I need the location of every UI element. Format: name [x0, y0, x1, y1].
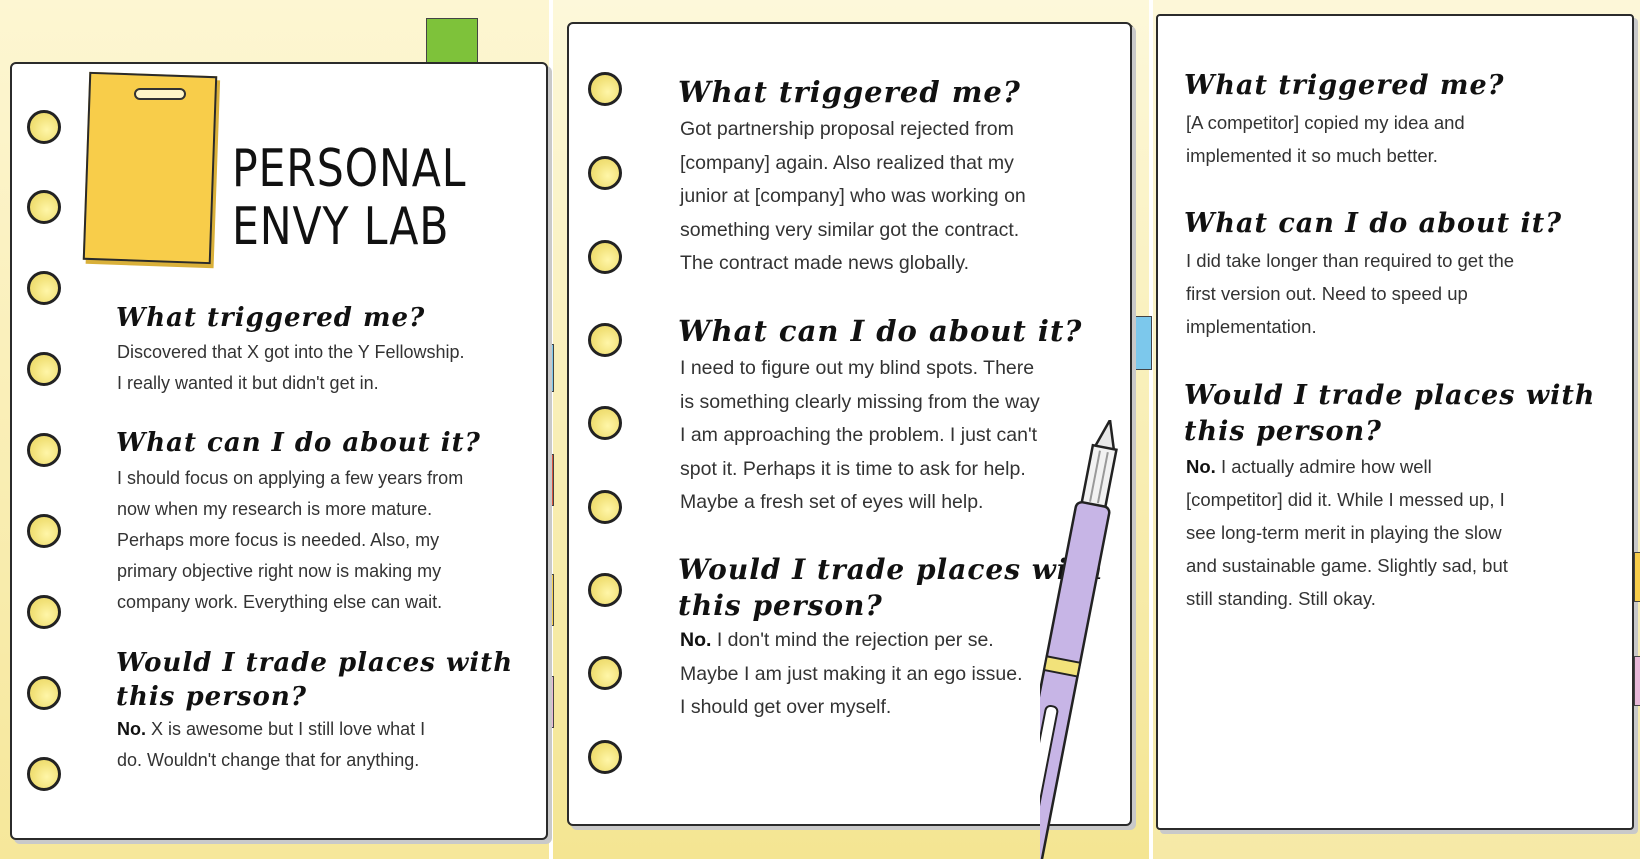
binder-ring	[27, 110, 61, 144]
sticky-note	[83, 72, 217, 264]
answer-line: junior at [company] who was working on	[680, 185, 1026, 207]
answer-triggered	[680, 113, 1026, 281]
binder-ring	[588, 156, 622, 190]
answer-line: first version out. Need to speed up	[1186, 283, 1468, 304]
question-line: this person?	[678, 589, 883, 622]
binder-ring	[588, 240, 622, 274]
answer-line: [company] again. Also realized that my	[680, 151, 1014, 174]
answer-line: something very similar got the contract.	[680, 218, 1020, 241]
answer-trade-places	[117, 714, 425, 776]
answer-verdict: No.	[680, 629, 712, 651]
answer-line: do. Wouldn't change that for anything.	[117, 750, 420, 770]
answer-line: [competitor] did it. While I messed up, I	[1186, 489, 1505, 510]
answer-line: implemented it so much better.	[1186, 145, 1438, 166]
pen-body	[1040, 501, 1110, 859]
answer-line: I should get over myself.	[680, 696, 892, 718]
green-tab	[426, 18, 478, 68]
question-trade-places	[116, 646, 513, 714]
answer-verdict: No.	[117, 719, 146, 739]
question-line: Would I trade places with	[1184, 380, 1596, 411]
binder-ring	[588, 490, 622, 524]
answer-line: [A competitor] copied my idea and	[1186, 112, 1465, 133]
panel-divider	[549, 0, 553, 859]
answer-line: Perhaps more focus is needed. Also, my	[117, 530, 440, 550]
answer-line: I should focus on applying a few years from	[117, 468, 464, 488]
answer-line: spot it. Perhaps it is time to ask for help.	[680, 457, 1026, 480]
pen-illustration	[1040, 420, 1150, 859]
answer-action	[117, 463, 463, 618]
answer-line: I am approaching the problem. I just can't	[680, 424, 1038, 446]
question-triggered: What triggered me?	[116, 303, 426, 333]
answer-action	[1186, 244, 1514, 343]
binder-ring	[588, 406, 622, 440]
answer-line: I need to figure out my blind spots. There	[680, 357, 1035, 379]
question-triggered: What triggered me?	[678, 75, 1021, 109]
answer-line: Maybe I am just making it an ego issue.	[680, 662, 1023, 685]
binder-ring	[27, 190, 61, 224]
answer-line: Maybe a fresh set of eyes will help.	[680, 491, 984, 513]
question-action: What can I do about it?	[116, 428, 481, 458]
answer-line: still standing. Still okay.	[1186, 588, 1376, 609]
answer-triggered	[1186, 106, 1465, 172]
binder-ring	[27, 676, 61, 710]
binder-ring	[588, 656, 622, 690]
answer-line: I did take longer than required to get the	[1186, 250, 1515, 271]
answer-line: Got partnership proposal rejected from	[680, 118, 1014, 140]
answer-triggered	[117, 337, 465, 399]
title-line-1: PERSONAL	[232, 139, 467, 199]
answer-trade-places	[680, 624, 1023, 725]
answer-action	[680, 352, 1040, 520]
question-line: this person?	[116, 682, 308, 712]
question-action: What can I do about it?	[678, 314, 1083, 348]
answer-trade-places	[1186, 450, 1508, 615]
answer-line: The contract made news globally.	[680, 252, 970, 274]
question-line: Would I trade places with	[678, 553, 1104, 586]
question-line: this person?	[1184, 416, 1382, 447]
answer-text: X is awesome but I still love what I	[146, 719, 426, 739]
title-line-2: ENVY LAB	[232, 197, 450, 257]
binder-ring	[27, 757, 61, 791]
answer-text: I actually admire how well	[1215, 456, 1432, 477]
answer-line	[1186, 450, 1508, 483]
binder-ring	[588, 72, 622, 106]
pin-slot	[134, 88, 186, 100]
answer-line: primary objective right now is making my	[117, 561, 442, 581]
answer-line: company work. Everything else can wait.	[117, 592, 443, 612]
yellow-tab	[1634, 552, 1640, 602]
question-triggered: What triggered me?	[1184, 70, 1505, 101]
answer-line: and sustainable game. Slightly sad, but	[1186, 555, 1508, 576]
binder-ring	[588, 573, 622, 607]
question-action: What can I do about it?	[1184, 208, 1563, 239]
binder-ring	[27, 271, 61, 305]
answer-line: see long-term merit in playing the slow	[1186, 522, 1502, 543]
page-title	[232, 140, 466, 256]
answer-line	[680, 624, 1023, 658]
binder-ring	[27, 433, 61, 467]
pink-tab	[1634, 656, 1640, 706]
answer-line: I really wanted it but didn't get in.	[117, 373, 379, 393]
binder-ring	[27, 514, 61, 548]
binder-ring	[27, 595, 61, 629]
answer-line: implementation.	[1186, 316, 1317, 337]
question-trade-places	[1184, 378, 1595, 450]
answer-line: now when my research is more mature.	[117, 499, 433, 519]
answer-line: is something clearly missing from the way	[680, 390, 1040, 413]
binder-ring	[27, 352, 61, 386]
question-line: Would I trade places with	[116, 648, 514, 678]
binder-ring	[588, 323, 622, 357]
answer-line	[117, 714, 425, 745]
binder-ring	[588, 740, 622, 774]
answer-verdict: No.	[1186, 456, 1216, 477]
answer-text: I don't mind the rejection per se.	[711, 629, 994, 651]
answer-line: Discovered that X got into the Y Fellowship.	[117, 342, 465, 362]
